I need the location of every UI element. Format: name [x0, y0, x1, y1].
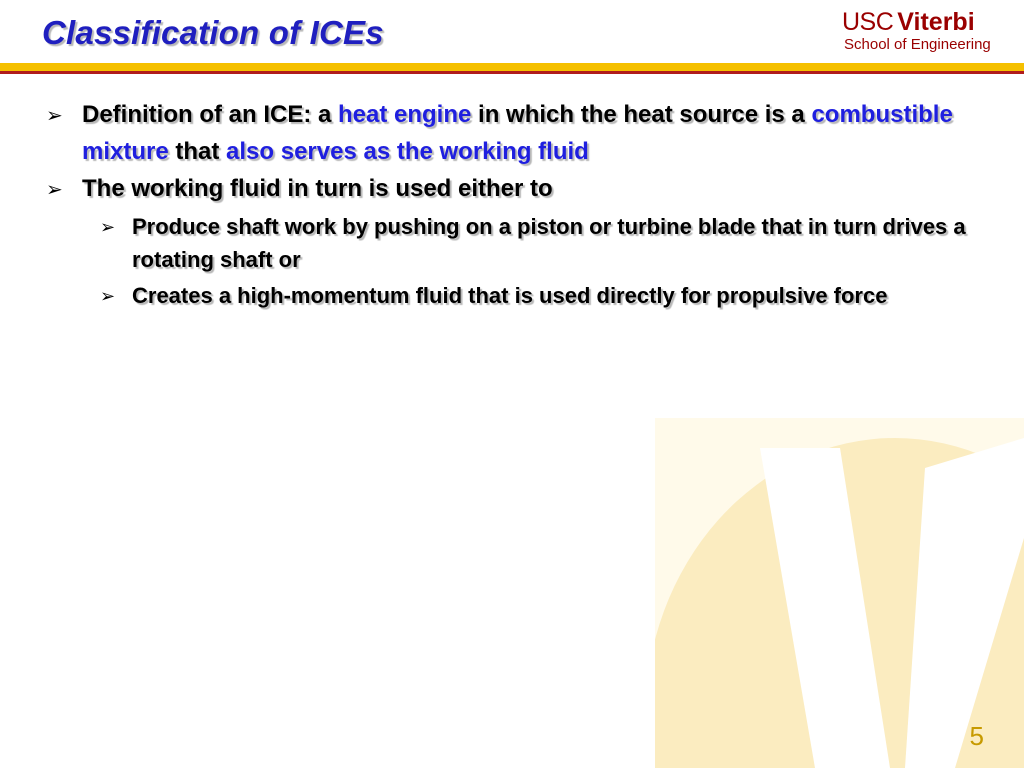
page-number: 5 [969, 721, 984, 751]
bullet-text: Produce shaft work by pushing on a piston or turbine blade that in turn drives a rotating shaft or [132, 214, 966, 272]
arrow-bullet-icon: ➢ [46, 103, 63, 127]
bullet-item-definition [46, 96, 1012, 170]
logo-viterbi-text: Viterbi [897, 8, 975, 36]
page-title: Classification of ICEs [42, 14, 384, 51]
viterbi-v-watermark-icon [655, 418, 1024, 768]
logo-usc-text: USC [842, 8, 894, 36]
arrow-bullet-icon: ➢ [100, 286, 116, 307]
highlight-heat-engine: heat engine [338, 101, 472, 128]
header-gold-rule [0, 63, 1024, 71]
logo-wordmark [842, 8, 1002, 36]
arrow-bullet-icon: ➢ [46, 177, 63, 201]
bullet-text-part: Definition of an ICE: a [82, 101, 338, 128]
bullet-item-shaft-work [100, 210, 1012, 276]
header-red-rule [0, 71, 1024, 74]
bullet-text-part: that [168, 138, 227, 165]
usc-viterbi-logo [842, 8, 1002, 54]
arrow-bullet-icon: ➢ [100, 217, 116, 238]
bullet-item-propulsive [100, 279, 1012, 312]
bullet-text [82, 96, 1012, 170]
bullet-text-part: in which the heat source is a [471, 101, 812, 128]
highlight-working-fluid: also serves as the working fluid [226, 138, 589, 165]
bullet-text: Creates a high-momentum fluid that is used directly for propulsive force [132, 283, 888, 308]
logo-school-text: School of Engineering [844, 36, 991, 53]
highlight-combustible-mixture: combustible mixture [82, 101, 953, 165]
bullet-item-working-fluid [46, 170, 1012, 207]
bullet-text: The working fluid in turn is used either to [82, 175, 553, 202]
